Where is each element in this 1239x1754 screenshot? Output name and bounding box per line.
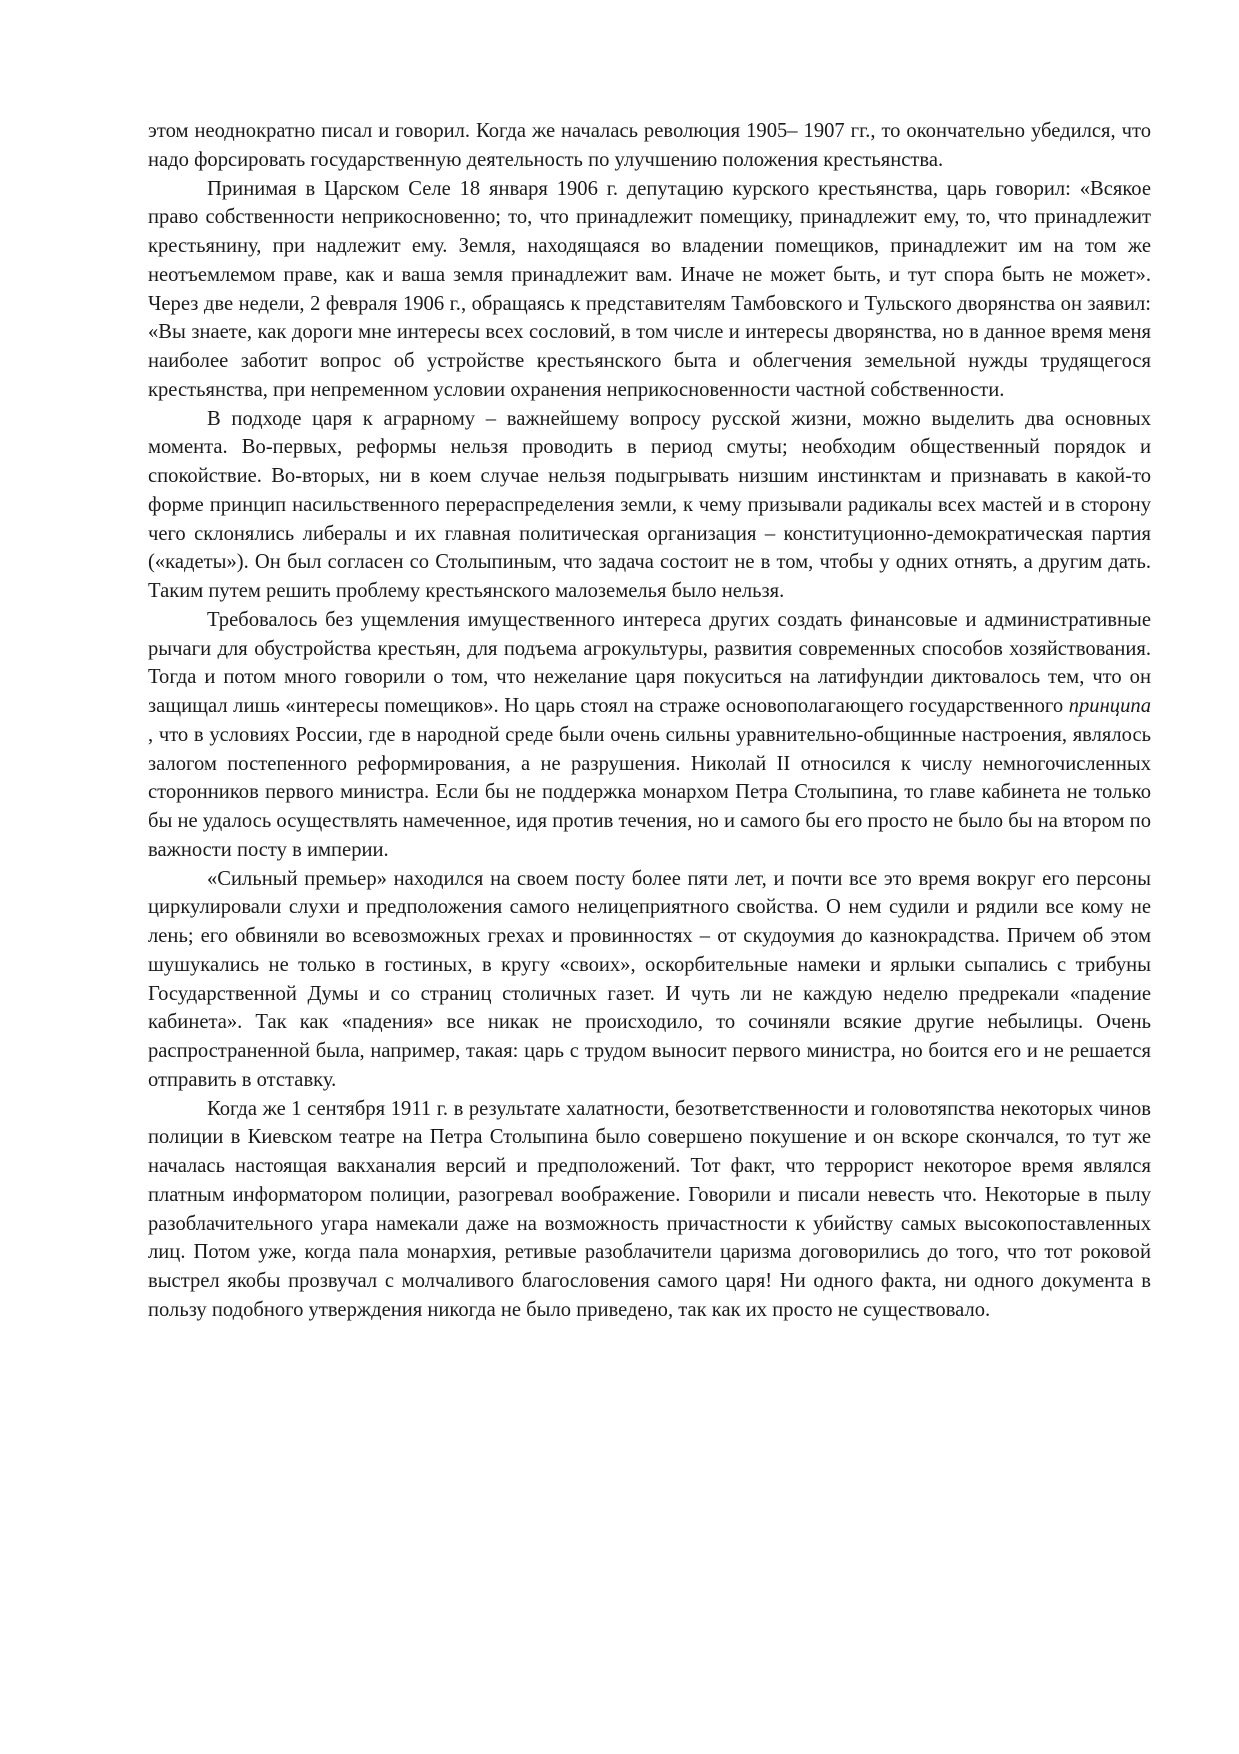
- emphasis-principle: принципа: [1068, 695, 1151, 717]
- paragraph-text-after: , что в условиях России, где в народной среде были очень сильны уравнительно-общинные настроения, являлось залогом постепенного реформирования, а не разрушения. Николай II относился к числу немногочисленных сторонников первого министра. Если бы не поддержка монархом Петра Столыпина, то главе кабинета не только бы не удалось осуществлять намеченное, идя против течения, но и самого бы его просто не было бы на втором по важности посту в империи.: [148, 723, 1151, 861]
- paragraph-continuation: этом неоднократно писал и говорил. Когда же началась революция 1905– 1907 гг., то окончательно убедился, что надо форсировать государственную деятельность по улучшению положения крестьянства.: [148, 120, 1151, 171]
- paragraph-text-before: Требовалось без ущемления имущественного интереса других создать финансовые и административные рычаги для обустройства крестьян, для подъема агрокультуры, развития современных способов хозяйствования. Тогда и потом много говорили о том, что нежелание царя покуситься на латифундии диктовалось тем, что он защищал лишь «интересы помещиков». Но царь стоял на страже основополагающего государственного: [148, 608, 1151, 717]
- paragraph-financial-levers: [148, 606, 1151, 865]
- paragraph-strong-premier: «Сильный премьер» находился на своем посту более пяти лет, и почти все это время вокруг его персоны циркулировали слухи и предположения самого нелицеприятного свойства. О нем судили и рядили все кому не лень; его обвиняли во всевозможных грехах и провинностях – от скудоумия до казнокрадства. Причем об этом шушукались не только в гостиных, в кругу «своих», оскорбительные намеки и ярлыки сыпались с трибуны Государственной Думы и со страниц столичных газет. И чуть ли не каждую неделю предрекали «падение кабинета». Так как «падения» все никак не происходило, то сочиняли всякие другие небылицы. Очень распространенной была, например, такая: царь с трудом выносит первого министра, но боится его и не решается отправить в отставку.: [148, 867, 1151, 1091]
- paragraph-tsar-deputation: Принимая в Царском Селе 18 января 1906 г. депутацию курского крестьянства, царь говорил: «Всякое право собственности неприкосновенно; то, что принадлежит помещику, принадлежит ему, то, что принадлежит крестьянину, при надлежит ему. Земля, находящаяся во владении помещиков, принадлежит им на том же неотъемлемом праве, как и ваша земля принадлежит вам. Иначе не может быть, и тут спора быть не может». Через две недели, 2 февраля 1906 г., обращаясь к представителям Тамбовского и Тульского дворянства он заявил: «Вы знаете, как дороги мне интересы всех сословий, в том числе и интересы дворянства, но в данное время меня наиболее заботит вопрос об устройстве крестьянского быта и облегчения земельной нужды трудящегося крестьянства, при непременном условии охранения неприкосновенности частной собственности.: [148, 177, 1151, 401]
- paragraph-assassination: Когда же 1 сентября 1911 г. в результате халатности, безответственности и головотяпства некоторых чинов полиции в Киевском театре на Петра Столыпина было совершено покушение и он вскоре скончался, то тут же началась настоящая вакханалия версий и предположений. Тот факт, что террорист некоторое время являлся платным информатором полиции, разогревал воображение. Говорили и писали невесть что. Некоторые в пылу разоблачительного угара намекали даже на возможность причастности к убийству самых высокопоставленных лиц. Потом уже, когда пала монархия, ретивые разоблачители царизма договорились до того, что тот роковой выстрел якобы прозвучал с молчаливого благословения самого царя! Ни одного факта, ни одного документа в пользу подобного утверждения никогда не было приведено, так как их просто не существовало.: [148, 1097, 1151, 1321]
- document-page: [148, 117, 1151, 1325]
- paragraph-agrarian-approach: В подходе царя к аграрному – важнейшему вопросу русской жизни, можно выделить два основных момента. Во-первых, реформы нельзя проводить в период смуты; необходим общественный порядок и спокойствие. Во-вторых, ни в коем случае нельзя подыгрывать низшим инстинктам и признавать в какой-то форме принцип насильственного перераспределения земли, к чему призывали радикалы всех мастей и в сторону чего склонялись либералы и их главная политическая организация – конституционно-демократическая партия («кадеты»). Он был согласен со Столыпиным, что задача состоит не в том, чтобы у одних отнять, а другим дать. Таким путем решить проблему крестьянского малоземелья было нельзя.: [148, 407, 1151, 602]
